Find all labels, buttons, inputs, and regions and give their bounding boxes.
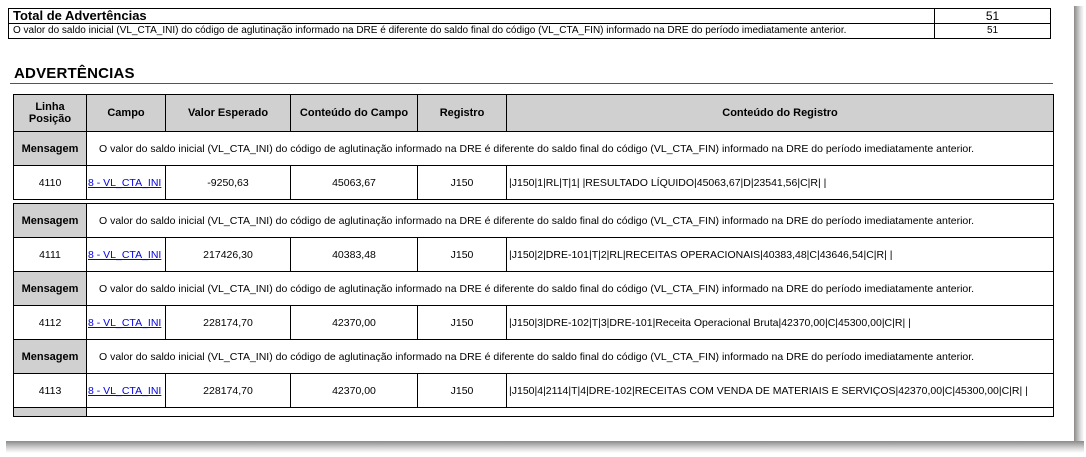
message-text: O valor do saldo inicial (VL_CTA_INI) do código de aglutinação informado na DRE é diferente do saldo final do código (VL_CTA_FIN) informado na DRE do período imediatamente anterior. <box>87 132 1054 166</box>
header-registro: Registro <box>418 95 507 132</box>
summary-table <box>8 8 1051 39</box>
cell-registro: J150 <box>418 374 507 408</box>
summary-header-row <box>9 9 1051 24</box>
cell-registro: J150 <box>418 166 507 200</box>
campo-link[interactable]: 8 - VL_CTA_INI <box>88 384 162 397</box>
cell-linha: 4112 <box>14 306 87 340</box>
cell-registro: J150 <box>418 238 507 272</box>
header-conteudo-registro: Conteúdo do Registro <box>507 95 1054 132</box>
cell-linha: 4111 <box>14 238 87 272</box>
message-row <box>14 132 1054 166</box>
summary-total: 51 <box>935 9 1051 24</box>
header-linha-posicao <box>14 95 87 132</box>
campo-link[interactable]: 8 - VL_CTA_INI <box>88 176 162 189</box>
message-row <box>14 340 1054 374</box>
message-row <box>14 204 1054 238</box>
table-header-row <box>14 95 1054 132</box>
cell-campo <box>87 238 166 272</box>
message-text: O valor do saldo inicial (VL_CTA_INI) do código de aglutinação informado na DRE é diferente do saldo final do código (VL_CTA_FIN) informado na DRE do período imediatamente anterior. <box>87 272 1054 306</box>
table-row <box>14 374 1054 408</box>
header-linha-text: Linha Posição <box>28 101 72 125</box>
cell-conteudo-campo: 42370,00 <box>291 374 418 408</box>
campo-link[interactable]: 8 - VL_CTA_INI <box>88 248 162 261</box>
cell-linha: 4113 <box>14 374 87 408</box>
partial-label-cell <box>14 408 87 417</box>
cell-registro: J150 <box>418 306 507 340</box>
message-label: Mensagem <box>14 204 87 238</box>
summary-row <box>9 24 1051 39</box>
message-label: Mensagem <box>14 340 87 374</box>
cell-valor-esperado: 217426,30 <box>166 238 291 272</box>
cell-valor-esperado: 228174,70 <box>166 374 291 408</box>
header-campo: Campo <box>87 95 166 132</box>
campo-link[interactable]: 8 - VL_CTA_INI <box>88 316 162 329</box>
cell-conteudo-registro: |J150|2|DRE-101|T|2|RL|RECEITAS OPERACIONAIS|40383,48|C|43646,54|C|R| | <box>507 238 1054 272</box>
page-shadow-right <box>1074 6 1084 451</box>
table-row <box>14 306 1054 340</box>
cell-valor-esperado: 228174,70 <box>166 306 291 340</box>
cell-conteudo-registro: |J150|1|RL|T|1| |RESULTADO LÍQUIDO|45063,67|D|23541,56|C|R| | <box>507 166 1054 200</box>
cell-conteudo-campo: 40383,48 <box>291 238 418 272</box>
cell-conteudo-registro: |J150|3|DRE-102|T|3|DRE-101|Receita Operacional Bruta|42370,00|C|45300,00|C|R| | <box>507 306 1054 340</box>
cell-campo <box>87 374 166 408</box>
cell-linha: 4110 <box>14 166 87 200</box>
table-row <box>14 238 1054 272</box>
cell-conteudo-campo: 42370,00 <box>291 306 418 340</box>
cell-campo <box>87 306 166 340</box>
message-label: Mensagem <box>14 272 87 306</box>
summary-row-count: 51 <box>935 24 1051 39</box>
cell-conteudo-campo: 45063,67 <box>291 166 418 200</box>
page-shadow-bottom <box>6 441 1084 453</box>
message-text: O valor do saldo inicial (VL_CTA_INI) do código de aglutinação informado na DRE é diferente do saldo final do código (VL_CTA_FIN) informado na DRE do período imediatamente anterior. <box>87 340 1054 374</box>
section-title: ADVERTÊNCIAS <box>14 65 135 82</box>
summary-title: Total de Advertências <box>9 9 935 24</box>
cell-valor-esperado: -9250,63 <box>166 166 291 200</box>
message-label: Mensagem <box>14 132 87 166</box>
header-valor-esperado: Valor Esperado <box>166 95 291 132</box>
cell-campo <box>87 166 166 200</box>
summary-row-text: O valor do saldo inicial (VL_CTA_INI) do código de aglutinação informado na DRE é diferente do saldo final do código (VL_CTA_FIN) informado na DRE do período imediatamente anterior. <box>9 24 935 39</box>
partial-text-cell <box>87 408 1054 417</box>
cell-conteudo-registro: |J150|4|2114|T|4|DRE-102|RECEITAS COM VENDA DE MATERIAIS E SERVIÇOS|42370,00|C|45300,00|C|R| | <box>507 374 1054 408</box>
message-row <box>14 272 1054 306</box>
section-divider <box>10 83 1053 84</box>
message-text: O valor do saldo inicial (VL_CTA_INI) do código de aglutinação informado na DRE é diferente do saldo final do código (VL_CTA_FIN) informado na DRE do período imediatamente anterior. <box>87 204 1054 238</box>
header-conteudo-campo: Conteúdo do Campo <box>291 95 418 132</box>
table-row <box>14 166 1054 200</box>
partial-row <box>14 408 1054 417</box>
warnings-table <box>13 94 1054 417</box>
